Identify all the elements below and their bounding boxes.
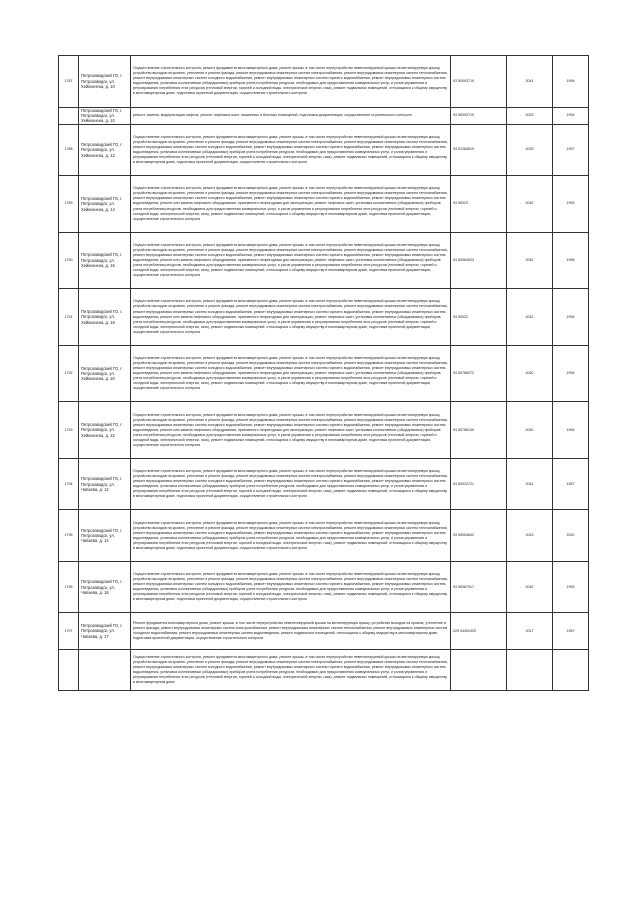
row-number: 1789	[59, 176, 79, 233]
row-works: Осуществление строительного контроля, ремонт фундамента многоквартирного дома, ремонт крыши, в том числе переустройство невентилируемой крыши на вентилируемую крышу, устройство выходов на кровлю, утепление и ремонт фасада, ремонт внутридомовых инженерных систем электроснабжения, ремонт внутридомовых инженерных систем теплоснабжения, ремонт внутридомовых инженерных систем холодного водоснабжения, ремонт внутридомовых инженерных систем горячего водоснабжения, ремонт внутридомовых инженерных систем водоотведения, ремонт или замена лифтового оборудования, признанного непригодным для эксплуатации, ремонт лифтовых шахт, установка коллективных (общедомовых) приборов учета потребления ресурсов, необходимых для предоставления коммунальных услуг, и узлов управления и регулирования потребления этих ресурсов (тепловой энергии, горячей и холодной воды, электрической энергии, газа), ремонт подвальных помещений, относящихся к общему имуществу в многоквартирном доме, подготовка проектной документации, осуществление строительного контроля	[131, 345, 451, 402]
row-number: 1793	[59, 402, 79, 459]
row-fund-code: 93 50064023	[451, 232, 507, 289]
row-plan-year	[507, 649, 553, 690]
row-works: Осуществление строительного контроля, ремонт фундамента многоквартирного дома, ремонт крыши, в том числе переустройство невентилируемой крыши на вентилируемую крышу, устройство выходов на кровлю, утепление и ремонт фасада, ремонт внутридомовых инженерных систем электроснабжения, ремонт внутридомовых инженерных систем теплоснабжения, ремонт внутридомовых инженерных систем холодного водоснабжения, ремонт внутридомовых инженерных систем горячего водоснабжения, ремонт внутридомовых инженерных систем водоотведения, ремонт или замена лифтового оборудования, признанного непригодным для эксплуатации, ремонт лифтовых шахт, установка коллективных (общедомовых) приборов учета потребления ресурсов, необходимых для предоставления коммунальных услуг, и узлов управления и регулирования потребления этих ресурсов (тепловой энергии, горячей и холодной воды, электрической энергии, газа), ремонт подвальных помещений, относящихся к общему имуществу в многоквартирном доме, подготовка проектной документации, осуществление строительного контроля	[131, 232, 451, 289]
table-row	[59, 561, 589, 613]
row-fund-code: 93 51264519	[451, 124, 507, 176]
table-row	[59, 510, 589, 562]
table-row	[59, 176, 589, 233]
row-build-year: 1994	[553, 345, 589, 402]
row-number: 1797	[59, 613, 79, 649]
table-row	[59, 458, 589, 510]
row-plan-year: 2042	[507, 561, 553, 613]
row-build-year: 1994	[553, 56, 589, 108]
row-number: 1795	[59, 510, 79, 562]
row-fund-code	[451, 649, 507, 690]
row-address: Петрозаводский ГО, г. Петрозаводск, ул. Хейкконена, д. 22	[79, 402, 131, 459]
row-fund-code: 93 50023721	[451, 458, 507, 510]
row-number: 1792	[59, 345, 79, 402]
row-build-year: 1957	[553, 458, 589, 510]
row-works: Осуществление строительного контроля, ремонт фундамента многоквартирного дома, ремонт крыши, в том числе переустройство невентилируемой крыши на вентилируемую крышу, устройство выходов на кровлю, утепление и ремонт фасада, ремонт внутридомовых инженерных систем электроснабжения, ремонт внутридомовых инженерных систем теплоснабжения, ремонт внутридомовых инженерных систем холодного водоснабжения, ремонт внутридомовых инженерных систем горячего водоснабжения, ремонт внутридомовых инженерных систем водоотведения, установка коллективных (общедомовых) приборов учета потребления ресурсов, необходимых для предоставления коммунальных услуг, и узлов управления и регулирования потребления этих ресурсов (тепловой энергии, горячей и холодной воды, электрической энергии, газа), ремонт подвальных помещений, относящихся к общему имуществу в многоквартирном доме, подготовка проектной документации, осуществление строительного контроля	[131, 458, 451, 510]
table-row	[59, 613, 589, 649]
table-row	[59, 649, 589, 690]
row-number: 1788	[59, 124, 79, 176]
row-address: Петрозаводский ГО, г. Петрозаводск, ул. Чапаева, д. 14	[79, 510, 131, 562]
row-works: Осуществление строительного контроля, ремонт фундамента многоквартирного дома, ремонт крыши, в том числе переустройство невентилируемой крыши на вентилируемую крышу, устройство выходов на кровлю, утепление и ремонт фасада, ремонт внутридомовых инженерных систем электроснабжения, ремонт внутридомовых инженерных систем теплоснабжения, ремонт внутридомовых инженерных систем холодного водоснабжения, ремонт внутридомовых инженерных систем горячего водоснабжения, ремонт внутридомовых инженерных систем водоотведения, установка коллективных (общедомовых) приборов учета потребления ресурсов, необходимых для предоставления коммунальных услуг, и узлов управления и регулирования потребления этих ресурсов (тепловой энергии, горячей и холодной воды, электрической энергии, газа), ремонт подвальных помещений, относящихся к общему имуществу в многоквартирном доме, подготовка проектной документации, осуществление строительного контроля	[131, 56, 451, 108]
row-plan-year: 2040	[507, 345, 553, 402]
row-build-year	[553, 649, 589, 690]
row-works: Осуществление строительного контроля, ремонт фундамента многоквартирного дома, ремонт крыши, в том числе переустройство невентилируемой крыши на вентилируемую крышу, устройство выходов на кровлю, утепление и ремонт фасада, ремонт внутридомовых инженерных систем электроснабжения, ремонт внутридомовых инженерных систем теплоснабжения, ремонт внутридомовых инженерных систем холодного водоснабжения, ремонт внутридомовых инженерных систем горячего водоснабжения, ремонт внутридомовых инженерных систем водоотведения, установка коллективных (общедомовых) приборов учета потребления ресурсов, необходимых для предоставления коммунальных услуг, и узлов управления и регулирования потребления этих ресурсов (тепловой энергии, горячей и холодной воды, электрической энергии, газа), ремонт подвальных помещений, относящихся к общему имуществу в многоквартирном доме, подготовка проектной документации, осуществление строительного контроля	[131, 124, 451, 176]
row-build-year: 1993	[553, 561, 589, 613]
table-body	[59, 56, 589, 691]
row-works: Осуществление строительного контроля, ремонт фундамента многоквартирного дома, ремонт крыши, в том числе переустройство невентилируемой крыши на вентилируемую крышу, устройство выходов на кровлю, утепление и ремонт фасада, ремонт внутридомовых инженерных систем электроснабжения, ремонт внутридомовых инженерных систем теплоснабжения, ремонт внутридомовых инженерных систем холодного водоснабжения, ремонт внутридомовых инженерных систем горячего водоснабжения, ремонт внутридомовых инженерных систем водоотведения, установка коллективных (общедомовых) приборов учета потребления ресурсов, необходимых для предоставления коммунальных услуг, и узлов управления и регулирования потребления этих ресурсов (тепловой энергии, горячей и холодной воды, электрической энергии, газа), ремонт подвальных помещений, относящихся к общему имуществу в многоквартирном доме, подготовка проектной документации, осуществление строительного контроля	[131, 510, 451, 562]
row-works: Осуществление строительного контроля, ремонт фундамента многоквартирного дома, ремонт крыши, в том числе переустройство невентилируемой крыши на вентилируемую крышу, устройство выходов на кровлю, утепление и ремонт фасада, ремонт внутридомовых инженерных систем электроснабжения, ремонт внутридомовых инженерных систем теплоснабжения, ремонт внутридомовых инженерных систем холодного водоснабжения, ремонт внутридомовых инженерных систем горячего водоснабжения, ремонт внутридомовых инженерных систем водоотведения, ремонт или замена лифтового оборудования, признанного непригодным для эксплуатации, ремонт лифтовых шахт, установка коллективных (общедомовых) приборов учета потребления ресурсов, необходимых для предоставления коммунальных услуг, и узлов управления и регулирования потребления этих ресурсов (тепловой энергии, горячей и холодной воды, электрической энергии, газа), ремонт подвальных помещений, относящихся к общему имуществу в многоквартирном доме, подготовка проектной документации, осуществление строительного контроля	[131, 176, 451, 233]
row-plan-year: 2040	[507, 402, 553, 459]
row-fund-code: 225 04492420	[451, 613, 507, 649]
row-plan-year: 2043	[507, 510, 553, 562]
row-number	[59, 107, 79, 124]
row-address	[79, 649, 131, 690]
row-number: 1794	[59, 458, 79, 510]
row-build-year: 1957	[553, 613, 589, 649]
table-row	[59, 402, 589, 459]
row-address: Петрозаводский ГО, г. Петрозаводск, ул. Чапаева, д. 16	[79, 561, 131, 613]
row-address: Петрозаводский ГО, г. Петрозаводск, ул. Хейкконена, д. 20	[79, 345, 131, 402]
row-build-year: 1997	[553, 124, 589, 176]
row-works: Осуществление строительного контроля, ремонт фундамента многоквартирного дома, ремонт крыши, в том числе переустройство невентилируемой крыши на вентилируемую крышу, устройство выходов на кровлю, утепление и ремонт фасада, ремонт внутридомовых инженерных систем электроснабжения, ремонт внутридомовых инженерных систем теплоснабжения, ремонт внутридомовых инженерных систем холодного водоснабжения, ремонт внутридомовых инженерных систем горячего водоснабжения, ремонт внутридомовых инженерных систем водоотведения, ремонт или замена лифтового оборудования, признанного непригодным для эксплуатации, ремонт лифтовых шахт, установка коллективных (общедомовых) приборов учета потребления ресурсов, необходимых для предоставления коммунальных услуг, и узлов управления и регулирования потребления этих ресурсов (тепловой энергии, горячей и холодной воды, электрической энергии, газа), ремонт подвальных помещений, относящихся к общему имуществу в многоквартирном доме, подготовка проектной документации, осуществление строительного контроля	[131, 402, 451, 459]
table-row	[59, 124, 589, 176]
row-address: Петрозаводский ГО, г. Петрозаводск, ул. Хейкконена, д. 14	[79, 176, 131, 233]
row-build-year: 1994	[553, 289, 589, 346]
row-plan-year: 2017	[507, 613, 553, 649]
row-build-year: 2022	[553, 510, 589, 562]
row-build-year: 1993	[553, 176, 589, 233]
row-plan-year: 2039	[507, 124, 553, 176]
row-plan-year: 2041	[507, 56, 553, 108]
row-address: Петрозаводский ГО, г. Петрозаводск, ул. Хейкконена, д. 12	[79, 124, 131, 176]
row-plan-year: 2042	[507, 289, 553, 346]
table-row	[59, 107, 589, 124]
row-fund-code: 93 50023	[451, 176, 507, 233]
row-address: Петрозаводский ГО, г. Петрозаводск, ул. Хейкконена, д. 18	[79, 289, 131, 346]
row-build-year: 1994	[553, 107, 589, 124]
table-row	[59, 232, 589, 289]
row-fund-code: 93 50054842	[451, 510, 507, 562]
row-build-year: 1994	[553, 402, 589, 459]
document-sheet	[58, 55, 588, 691]
row-build-year: 1995	[553, 232, 589, 289]
row-address: Петрозаводский ГО, г. Петрозаводск, ул. Хейкконена, д. 10	[79, 107, 131, 124]
table-row	[59, 289, 589, 346]
row-address: Петрозаводский ГО, г. Петрозаводск, ул. Хейкконена, д. 16	[79, 232, 131, 289]
table-row	[59, 56, 589, 108]
capital-repair-table	[58, 55, 589, 691]
row-number: 1790	[59, 232, 79, 289]
row-fund-code: 93 50766149	[451, 402, 507, 459]
row-works: ремонт, замена, модернизация лифтов, ремонт лифтовых шахт, машинных и блочных помещений, подготовка документации, осуществление строительного контроля	[131, 107, 451, 124]
row-fund-code: 93 50022	[451, 289, 507, 346]
row-number: 1796	[59, 561, 79, 613]
row-fund-code: 93 50766072	[451, 345, 507, 402]
row-works: Осуществление строительного контроля, ремонт фундамента многоквартирного дома, ремонт крыши, в том числе переустройство невентилируемой крыши на вентилируемую крышу, устройство выходов на кровлю, утепление и ремонт фасада, ремонт внутридомовых инженерных систем электроснабжения, ремонт внутридомовых инженерных систем теплоснабжения, ремонт внутридомовых инженерных систем холодного водоснабжения, ремонт внутридомовых инженерных систем горячего водоснабжения, ремонт внутридомовых инженерных систем водоотведения, установка коллективных (общедомовых) приборов учета потребления ресурсов, необходимых для предоставления коммунальных услуг, и узлов управления и регулирования потребления этих ресурсов (тепловой энергии, горячей и холодной воды, электрической энергии, газа), ремонт подвальных помещений, относящихся к общему имуществу в многоквартирном доме	[131, 649, 451, 690]
row-fund-code: 93 50093719	[451, 107, 507, 124]
row-works: Осуществление строительного контроля, ремонт фундамента многоквартирного дома, ремонт крыши, в том числе переустройство невентилируемой крыши на вентилируемую крышу, устройство выходов на кровлю, утепление и ремонт фасада, ремонт внутридомовых инженерных систем электроснабжения, ремонт внутридомовых инженерных систем теплоснабжения, ремонт внутридомовых инженерных систем холодного водоснабжения, ремонт внутридомовых инженерных систем горячего водоснабжения, ремонт внутридомовых инженерных систем водоотведения, установка коллективных (общедомовых) приборов учета потребления ресурсов, необходимых для предоставления коммунальных услуг, и узлов управления и регулирования потребления этих ресурсов (тепловой энергии, горячей и холодной воды, электрической энергии, газа), ремонт подвальных помещений, относящихся к общему имуществу в многоквартирном доме, подготовка проектной документации, осуществление строительного контроля	[131, 561, 451, 613]
row-fund-code: 93 50093719	[451, 56, 507, 108]
row-plan-year: 2042	[507, 232, 553, 289]
row-address: Петрозаводский ГО, г. Петрозаводск, ул. Чапаева, д. 12	[79, 458, 131, 510]
row-address: Петрозаводский ГО, г. Петрозаводск, ул. Чапаева, д. 17	[79, 613, 131, 649]
row-number: 1787	[59, 56, 79, 108]
row-number	[59, 649, 79, 690]
row-works: Осуществление строительного контроля, ремонт фундамента многоквартирного дома, ремонт крыши, в том числе переустройство невентилируемой крыши на вентилируемую крышу, устройство выходов на кровлю, утепление и ремонт фасада, ремонт внутридомовых инженерных систем электроснабжения, ремонт внутридомовых инженерных систем теплоснабжения, ремонт внутридомовых инженерных систем холодного водоснабжения, ремонт внутридомовых инженерных систем горячего водоснабжения, ремонт внутридомовых инженерных систем водоотведения, ремонт или замена лифтового оборудования, признанного непригодным для эксплуатации, ремонт лифтовых шахт, установка коллективных (общедомовых) приборов учета потребления ресурсов, необходимых для предоставления коммунальных услуг, и узлов управления и регулирования потребления этих ресурсов (тепловой энергии, горячей и холодной воды, электрической энергии, газа), ремонт подвальных помещений, относящихся к общему имуществу в многоквартирном доме, подготовка проектной документации, осуществление строительного контроля	[131, 289, 451, 346]
table-row	[59, 345, 589, 402]
row-plan-year: 2041	[507, 458, 553, 510]
row-plan-year: 2042	[507, 176, 553, 233]
row-plan-year: 2022	[507, 107, 553, 124]
row-works: Ремонт фундамента многоквартирного дома, ремонт крыши, в том числе переустройство невентилируемой крыши на вентилируемую крышу, устройство выходов на кровлю, утепление и ремонт фасада, ремонт внутридомовых инженерных систем электроснабжения, ремонт внутридомовых инженерных систем теплоснабжения, ремонт внутридомовых инженерных систем холодного водоснабжения, ремонт внутридомовых инженерных систем водоотведения, ремонт подвальных помещений, относящихся к общему имуществу в многоквартирном доме, подготовка проектной документации, осуществление строительного контроля	[131, 613, 451, 649]
row-number: 1791	[59, 289, 79, 346]
row-address: Петрозаводский ГО, г. Петрозаводск, ул. Хейкконена, д. 10	[79, 56, 131, 108]
row-fund-code: 93 50067517	[451, 561, 507, 613]
